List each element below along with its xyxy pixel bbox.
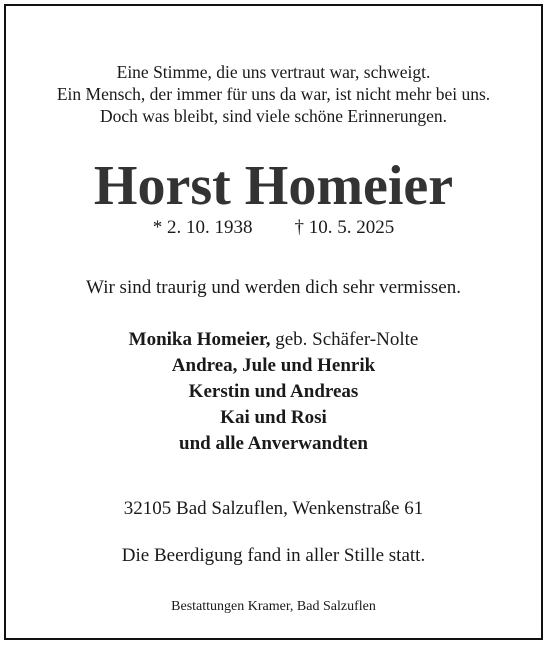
- family-line-1: [6, 327, 541, 353]
- family-primary-maiden: geb. Schäfer-Nolte: [270, 329, 419, 350]
- obituary-frame: [4, 4, 543, 640]
- poem-line-2: Ein Mensch, der immer für uns da war, ist nicht mehr bei uns.: [56, 84, 491, 104]
- family-line-2: Andrea, Jule und Henrik: [171, 355, 376, 376]
- undertaker-credit: Bestattungen Kramer, Bad Salzuflen: [171, 599, 376, 614]
- family-line-3: Kerstin und Andreas: [188, 381, 359, 402]
- funeral-note: Die Beerdigung fand in aller Stille statt.: [121, 545, 426, 566]
- address: 32105 Bad Salzuflen, Wenkenstraße 61: [123, 498, 424, 519]
- poem-line-1: Eine Stimme, die uns vertraut war, schweigt.: [116, 62, 431, 82]
- family-primary-name: Monika Homeier,: [128, 329, 271, 350]
- birth-date: * 2. 10. 1938: [152, 217, 253, 238]
- poem-line-3: Doch was bleibt, sind viele schöne Erinnerungen.: [100, 106, 447, 126]
- life-dates: [6, 216, 541, 240]
- family-line-4: Kai und Rosi: [220, 407, 327, 428]
- death-date: † 10. 5. 2025: [294, 217, 395, 238]
- family-line-5: und alle Anverwandten: [179, 433, 368, 454]
- deceased-name: Horst Homeier: [93, 155, 454, 217]
- mourning-message: Wir sind traurig und werden dich sehr vermissen.: [86, 277, 461, 298]
